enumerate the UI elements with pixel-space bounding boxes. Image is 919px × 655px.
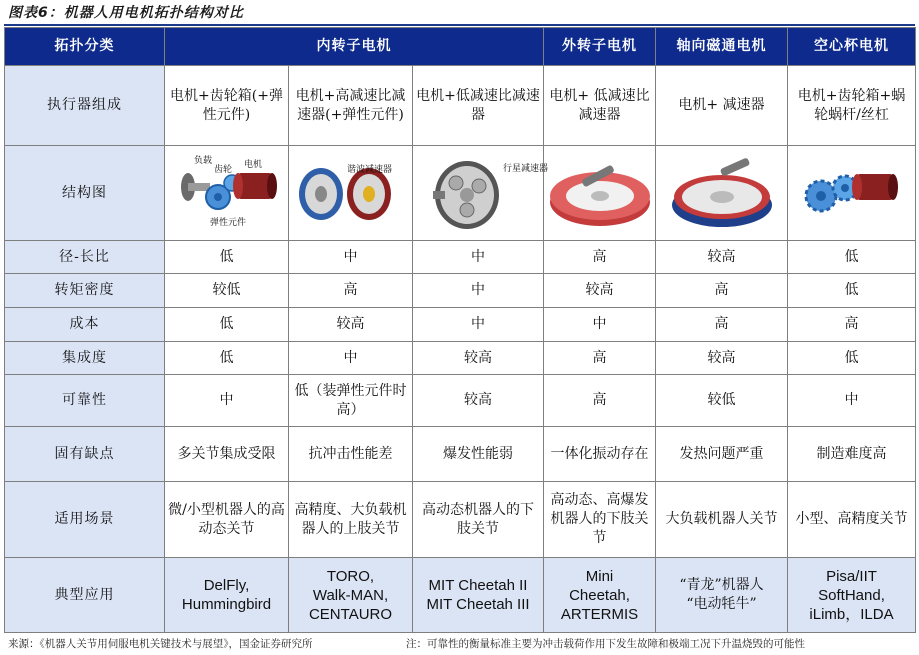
aspect-ratio-cell: 较高 <box>656 241 788 274</box>
label-gear: 齿轮 <box>213 165 232 175</box>
application-line: MIT Cheetah II <box>428 577 528 594</box>
cost-cell: 高 <box>656 308 788 342</box>
actuator-cell: 电机+齿轮箱+蜗轮蜗杆/丝杠 <box>788 66 916 146</box>
scenario-cell: 高动态机器人的下肢关节 <box>413 482 544 558</box>
reliability-cell: 中 <box>165 375 289 427</box>
row-label-weakness: 固有缺点 <box>5 427 165 482</box>
weakness-cell: 多关节集成受限 <box>165 427 289 482</box>
header-axial-flux: 轴向磁通电机 <box>656 28 788 66</box>
integration-cell: 低 <box>165 342 289 375</box>
row-actuator <box>5 66 916 146</box>
scenario-cell: 小型、高精度关节 <box>788 482 916 558</box>
row-label-aspect-ratio: 径-长比 <box>5 241 165 274</box>
row-cost <box>5 308 916 342</box>
application-line: CENTAURO <box>308 605 393 623</box>
reliability-cell: 较高 <box>413 375 544 427</box>
figure-title: 图表6：机器人用电机拓扑结构对比 <box>8 5 244 21</box>
label-planetary: 行星减速器 <box>503 164 549 174</box>
reliability-cell: 低（装弹性元件时高） <box>289 375 413 427</box>
axial-flux-diagram <box>666 155 778 231</box>
row-label-application: 典型应用 <box>5 558 165 633</box>
cost-cell: 中 <box>413 308 544 342</box>
structure-image-planetary <box>413 146 549 241</box>
weakness-cell: 发热问题严重 <box>656 427 788 482</box>
aspect-ratio-cell: 中 <box>413 241 544 274</box>
structure-image-gearbox <box>165 146 289 241</box>
row-reliability <box>5 375 916 427</box>
title-divider <box>4 24 915 26</box>
torque-density-cell: 较低 <box>165 274 289 308</box>
torque-density-cell: 高 <box>289 274 413 308</box>
row-label-integration: 集成度 <box>5 342 165 375</box>
motor-topology-table <box>4 27 916 633</box>
weakness-cell: 制造难度高 <box>788 427 916 482</box>
weakness-cell: 一体化振动存在 <box>544 427 656 482</box>
application-line: iLimb，ILDA <box>809 605 894 623</box>
structure-image-harmonic <box>289 146 413 241</box>
structure-image-coreless <box>788 146 916 241</box>
row-label-actuator: 执行器组成 <box>5 66 165 146</box>
application-cell <box>788 558 916 633</box>
label-harmonic: 谐波减速器 <box>346 165 392 175</box>
application-line: ARTERMIS <box>560 605 639 623</box>
integration-cell: 中 <box>289 342 413 375</box>
row-label-cost: 成本 <box>5 308 165 342</box>
torque-density-cell: 高 <box>656 274 788 308</box>
harmonic-reducer-diagram <box>295 158 407 228</box>
coreless-motor-diagram <box>797 158 907 228</box>
application-line: SoftHand, <box>818 586 885 604</box>
row-label-scenario: 适用场景 <box>5 482 165 558</box>
cost-cell: 中 <box>544 308 656 342</box>
table-header-row <box>5 28 916 66</box>
application-cell <box>544 558 656 633</box>
aspect-ratio-cell: 低 <box>165 241 289 274</box>
header-outer-rotor: 外转子电机 <box>544 28 656 66</box>
weakness-cell: 爆发性能弱 <box>413 427 544 482</box>
actuator-cell: 电机+ 减速器 <box>656 66 788 146</box>
label-motor: 电机 <box>243 160 262 170</box>
integration-cell: 较高 <box>656 342 788 375</box>
header-topology: 拓扑分类 <box>5 28 165 66</box>
aspect-ratio-cell: 中 <box>289 241 413 274</box>
reliability-footnote: 注：可靠性的衡量标准主要为冲击载荷作用下发生故障和极端工况下升温烧毁的可能性 <box>406 638 805 650</box>
scenario-cell: 高精度、大负载机器人的上肢关节 <box>289 482 413 558</box>
reliability-cell: 高 <box>544 375 656 427</box>
source-note: 来源：《机器人关节用伺服电机关键技术与展望》，国金证券研究所 <box>8 638 313 650</box>
torque-density-cell: 中 <box>413 274 544 308</box>
row-label-structure: 结构图 <box>5 146 165 241</box>
actuator-cell: 电机+高减速比减速器(+弹性元件) <box>289 66 413 146</box>
application-cell <box>413 558 544 633</box>
row-weakness <box>5 427 916 482</box>
cost-cell: 低 <box>165 308 289 342</box>
outer-rotor-diagram <box>547 158 653 228</box>
application-line: “青龙”机器人 <box>679 577 764 593</box>
aspect-ratio-cell: 低 <box>788 241 916 274</box>
application-line: DelFly, <box>203 577 250 594</box>
label-load: 负载 <box>193 156 212 166</box>
scenario-cell: 大负载机器人关节 <box>656 482 788 558</box>
planetary-reducer-diagram <box>423 153 549 233</box>
reliability-cell: 较低 <box>656 375 788 427</box>
application-line: TORO, <box>326 567 375 585</box>
torque-density-cell: 低 <box>788 274 916 308</box>
integration-cell: 较高 <box>413 342 544 375</box>
reliability-cell: 中 <box>788 375 916 427</box>
application-line: Pisa/IIT <box>826 567 877 585</box>
row-application <box>5 558 916 633</box>
header-coreless: 空心杯电机 <box>788 28 916 66</box>
cost-cell: 高 <box>788 308 916 342</box>
application-line: MIT Cheetah III <box>426 596 530 613</box>
application-line: Cheetah, <box>569 586 630 604</box>
actuator-cell: 电机+齿轮箱(+弹性元件) <box>165 66 289 146</box>
integration-cell: 高 <box>544 342 656 375</box>
application-line: Walk-MAN, <box>312 586 389 604</box>
header-inner-rotor: 内转子电机 <box>165 28 544 66</box>
label-elastic: 弹性元件 <box>209 218 246 228</box>
row-label-reliability: 可靠性 <box>5 375 165 427</box>
row-label-torque-density: 转矩密度 <box>5 274 165 308</box>
weakness-cell: 抗冲击性能差 <box>289 427 413 482</box>
actuator-cell: 电机+ 低减速比减速器 <box>544 66 656 146</box>
actuator-cell: 电机+低减速比减速器 <box>413 66 544 146</box>
application-cell <box>165 558 289 633</box>
row-integration <box>5 342 916 375</box>
integration-cell: 低 <box>788 342 916 375</box>
cost-cell: 较高 <box>289 308 413 342</box>
application-cell <box>289 558 413 633</box>
scenario-cell: 高动态、高爆发机器人的下肢关节 <box>544 482 656 558</box>
row-scenario <box>5 482 916 558</box>
row-torque-density <box>5 274 916 308</box>
row-aspect-ratio <box>5 241 916 274</box>
gearbox-motor-diagram <box>172 153 282 233</box>
aspect-ratio-cell: 高 <box>544 241 656 274</box>
structure-image-outer-rotor <box>544 146 656 241</box>
application-line: Mini <box>585 567 614 585</box>
scenario-cell: 微/小型机器人的高动态关节 <box>165 482 289 558</box>
application-line: “电动牦牛” <box>686 596 757 612</box>
structure-image-axial-flux <box>656 146 788 241</box>
row-structure <box>5 146 916 241</box>
application-cell <box>656 558 788 633</box>
torque-density-cell: 较高 <box>544 274 656 308</box>
application-line: Hummingbird <box>181 596 272 613</box>
